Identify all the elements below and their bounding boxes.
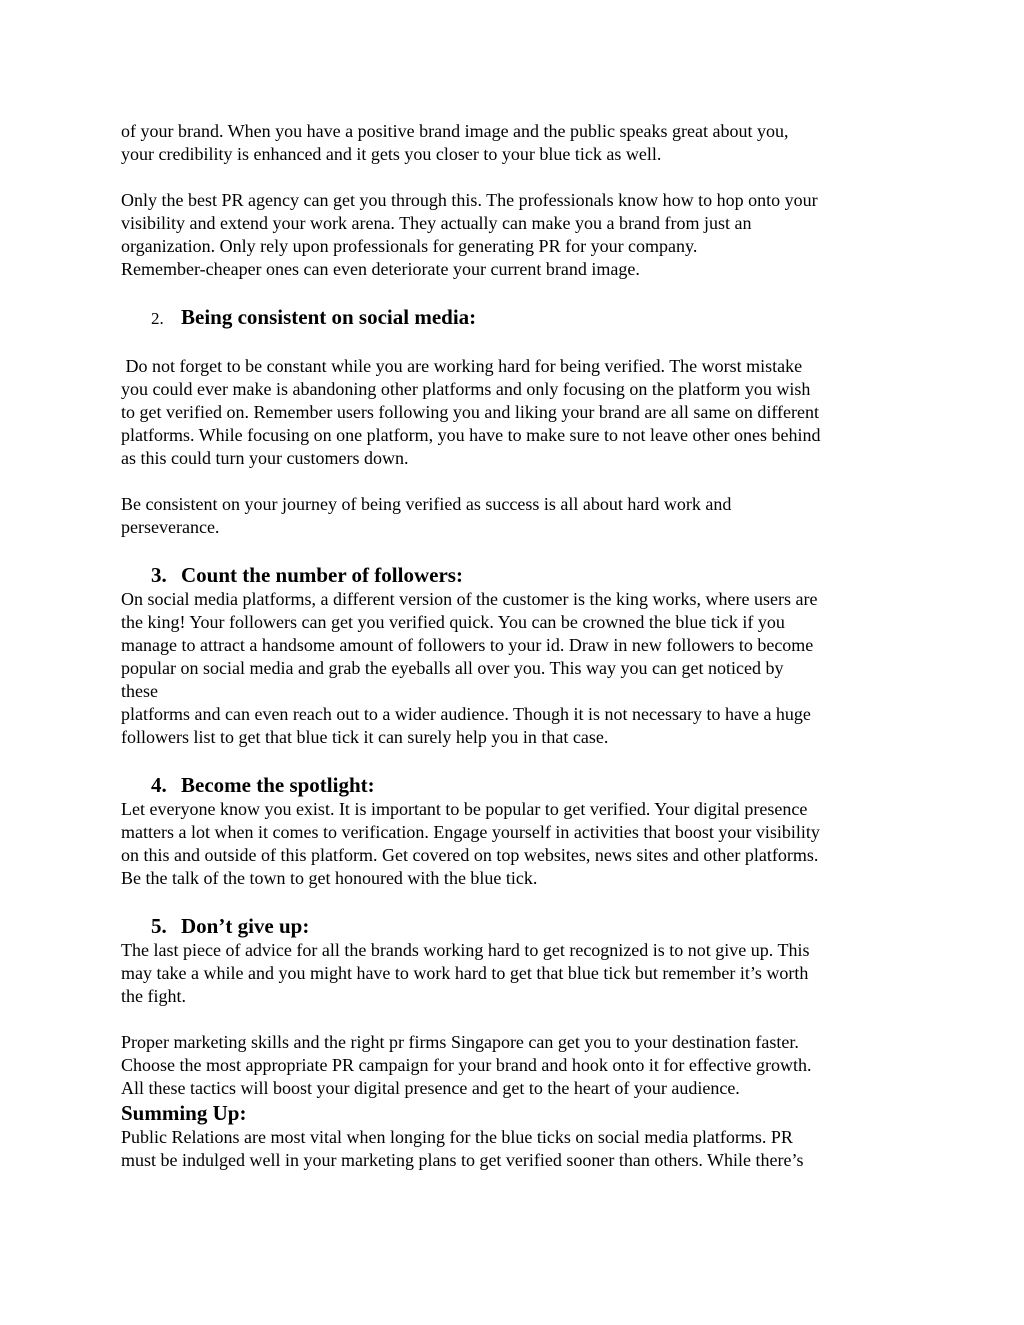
section-5-paragraph-2 — [121, 1031, 911, 1100]
text-line: manage to attract a handsome amount of followers to your id. Draw in new followers to become — [121, 635, 814, 655]
text-line: to get verified on. Remember users following you and liking your brand are all same on different — [121, 402, 819, 422]
section-3-paragraph-1 — [121, 588, 911, 749]
text-line: Choose the most appropriate PR campaign for your brand and hook onto it for effective growth. — [121, 1055, 812, 1075]
text-line: Proper marketing skills and the right pr firms Singapore can get you to your destination faster. — [121, 1032, 799, 1052]
section-title: Count the number of followers: — [181, 563, 463, 587]
section-2-heading — [121, 304, 911, 332]
text-line: Do not forget to be constant while you are working hard for being verified. The worst mistake — [121, 356, 803, 376]
text-line: Let everyone know you exist. It is important to be popular to get verified. Your digital presence — [121, 799, 808, 819]
text-line: of your brand. When you have a positive brand image and the public speaks great about you, — [121, 121, 789, 141]
text-line: organization. Only rely upon professionals for generating PR for your company. — [121, 236, 698, 256]
text-line: Only the best PR agency can get you through this. The professionals know how to hop onto your — [121, 190, 818, 210]
document-page — [121, 120, 911, 1172]
text-line: platforms. While focusing on one platform, you have to make sure to not leave other ones behind — [121, 425, 821, 445]
section-3-heading — [121, 562, 911, 588]
section-number: 5. — [151, 914, 167, 938]
intro-paragraph-1 — [121, 120, 911, 166]
text-line: these — [121, 681, 158, 701]
text-line: perseverance. — [121, 517, 220, 537]
text-line: followers list to get that blue tick it can surely help you in that case. — [121, 727, 609, 747]
text-line: Be the talk of the town to get honoured with the blue tick. — [121, 868, 538, 888]
section-4-paragraph-1 — [121, 798, 911, 890]
text-line: may take a while and you might have to work hard to get that blue tick but remember it’s worth — [121, 963, 809, 983]
section-4-heading — [121, 772, 911, 798]
text-line: Public Relations are most vital when longing for the blue ticks on social media platforms. PR — [121, 1127, 793, 1147]
section-title: Don’t give up: — [181, 914, 310, 938]
section-5-heading — [121, 913, 911, 939]
section-title: Become the spotlight: — [181, 773, 375, 797]
section-title: Being consistent on social media: — [181, 305, 477, 329]
section-number: 4. — [151, 773, 167, 797]
section-number: 2. — [151, 309, 164, 328]
intro-paragraph-2 — [121, 189, 911, 281]
text-line: popular on social media and grab the eyeballs all over you. This way you can get noticed by — [121, 658, 784, 678]
text-line: the king! Your followers can get you verified quick. You can be crowned the blue tick if you — [121, 612, 785, 632]
text-line: Remember-cheaper ones can even deteriorate your current brand image. — [121, 259, 640, 279]
text-line: your credibility is enhanced and it gets you closer to your blue tick as well. — [121, 144, 662, 164]
text-line: visibility and extend your work arena. They actually can make you a brand from just an — [121, 213, 752, 233]
text-line: On social media platforms, a different version of the customer is the king works, where users are — [121, 589, 818, 609]
text-line: platforms and can even reach out to a wider audience. Though it is not necessary to have a huge — [121, 704, 811, 724]
text-line: you could ever make is abandoning other platforms and only focusing on the platform you wish — [121, 379, 811, 399]
section-2-paragraph-2 — [121, 493, 911, 539]
text-line: must be indulged well in your marketing plans to get verified sooner than others. While there’s — [121, 1150, 804, 1170]
section-number: 3. — [151, 563, 167, 587]
text-line: The last piece of advice for all the brands working hard to get recognized is to not give up. This — [121, 940, 810, 960]
text-line: matters a lot when it comes to verification. Engage yourself in activities that boost your visibility — [121, 822, 820, 842]
text-line: Be consistent on your journey of being verified as success is all about hard work and — [121, 494, 732, 514]
summary-paragraph-1 — [121, 1126, 911, 1172]
section-5-paragraph-1 — [121, 939, 911, 1008]
text-line: All these tactics will boost your digital presence and get to the heart of your audience. — [121, 1078, 740, 1098]
text-line: the fight. — [121, 986, 186, 1006]
text-line: on this and outside of this platform. Get covered on top websites, news sites and other platforms. — [121, 845, 819, 865]
section-2-paragraph-1 — [121, 332, 911, 470]
summary-heading: Summing Up: — [121, 1101, 247, 1125]
text-line: as this could turn your customers down. — [121, 448, 409, 468]
